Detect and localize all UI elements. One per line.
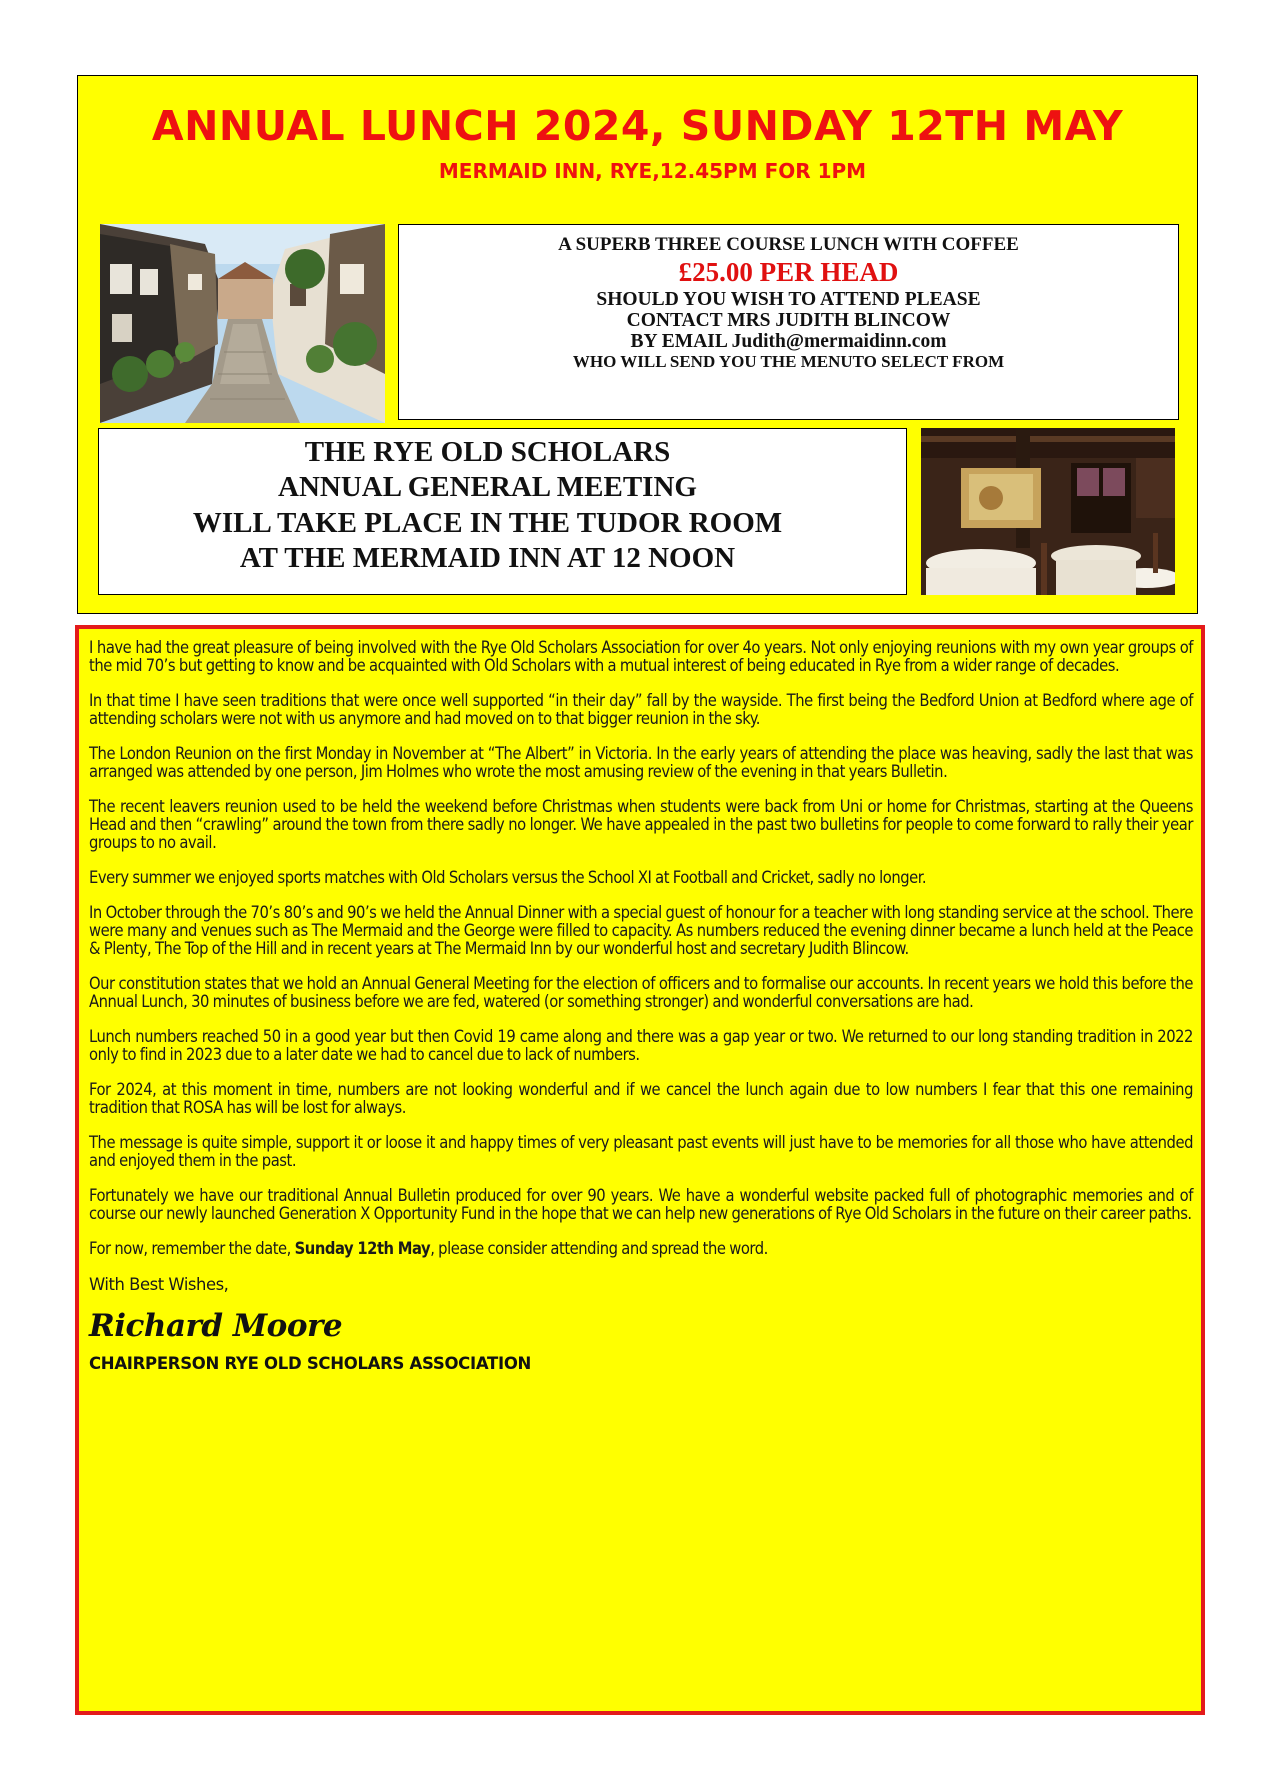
event-subtitle: MERMAID INN, RYE,12.45PM FOR 1PM: [438, 159, 867, 183]
agm-line-1: THE RYE OLD SCHOLARS: [304, 436, 671, 468]
signature: Richard Moore: [89, 1308, 343, 1344]
agm-line-4: AT THE MERMAID INN AT 12 NOON: [239, 542, 736, 575]
tudor-room-photo: [921, 428, 1175, 595]
signatory-title: CHAIRPERSON RYE OLD SCHOLARS ASSOCIATION: [89, 1354, 532, 1373]
event-header-panel: [77, 75, 1198, 614]
letter-paragraph: In that time I have seen traditions that were once well supported “in their day” fall by the wayside. The first being the Bedford Union at Bedford where age of attending scholars were not with us anymore and had moved on to that bigger reunion in the sky.: [89, 691, 1193, 728]
letter-paragraph: Every summer we enjoyed sports matches with Old Scholars versus the School XI at Football and Cricket, sadly no longer.: [89, 868, 927, 887]
letter-paragraph: Our constitution states that we hold an Annual General Meeting for the election of officers and to formalise our accounts. In recent years we hold this before the Annual Lunch, 30 minutes of business before we are fed, watered (or something stronger) and wonderful conversations are had.: [89, 974, 1193, 1011]
final-paragraph: [89, 1240, 1193, 1258]
lunch-details-box: [398, 224, 1179, 420]
letter-paragraph: The message is quite simple, support it or loose it and happy times of very pleasant past events will just have to be memories for all those who have attended and enjoyed them in the past.: [89, 1133, 1193, 1170]
agm-line-2: ANNUAL GENERAL MEETING: [278, 471, 697, 504]
letter-paragraph: In October through the 70’s 80’s and 90’s we held the Annual Dinner with a special guest of honour for a teacher with long standing service at the school. There were many and venues such as The Mermaid and the George were filled to capacity. As numbers reduced the evening dinner became a lunch held at the Peace & Plenty, The Top of the Hill and in recent years at The Mermaid Inn by our wonderful host and secretary Judith Blincow.: [89, 903, 1193, 958]
menu-note: WHO WILL SEND YOU THE MENUTO SELECT FROM: [572, 351, 1005, 371]
chairperson-letter: [75, 625, 1205, 1715]
lunch-description: A SUPERB THREE COURSE LUNCH WITH COFFEE: [558, 234, 1019, 255]
rye-street-photo: [100, 224, 385, 423]
lunch-price: £25.00 PER HEAD: [678, 256, 899, 287]
letter-paragraph: Fortunately we have our traditional Annual Bulletin produced for over 90 years. We have a wonderful website packed full of photographic memories and of course our newly launched Generation X Opportunity Fund in the hope that we can help new generations of Rye Old Scholars in the future on their career paths.: [89, 1186, 1193, 1223]
event-title: ANNUAL LUNCH 2024, SUNDAY 12TH MAY: [151, 102, 1124, 150]
attend-instruction: SHOULD YOU WISH TO ATTEND PLEASE: [596, 288, 981, 310]
agm-line-3: WILL TAKE PLACE IN THE TUDOR ROOM: [192, 506, 783, 539]
event-date-highlight: Sunday 12th May: [294, 1239, 431, 1258]
final-text-pre: For now, remember the date,: [89, 1239, 295, 1258]
letter-paragraph: I have had the great pleasure of being involved with the Rye Old Scholars Association for over 4o years. Not only enjoying reunions with my own year groups of the mid 70’s but getting to know and be acquainted with Old Scholars with a mutual interest of being educated in Rye from a wider range of decades.: [89, 638, 1193, 675]
final-text-post: , please consider attending and spread the word.: [430, 1239, 768, 1258]
letter-paragraph: Lunch numbers reached 50 in a good year but then Covid 19 came along and there was a gap year or two. We returned to our long standing tradition in 2022 only to find in 2023 due to a later date we had to cancel due to lack of numbers.: [89, 1027, 1193, 1064]
letter-paragraph: The recent leavers reunion used to be held the weekend before Christmas when students were back from Uni or home for Christmas, starting at the Queens Head and then “crawling” around the town from there sadly no longer. We have appealed in the past two bulletins for people to come forward to rally their year groups to no avail.: [89, 797, 1193, 852]
contact-name: CONTACT MRS JUDITH BLINCOW: [626, 310, 951, 332]
contact-email: BY EMAIL Judith@mermaidinn.com: [630, 331, 947, 353]
closing-salutation: With Best Wishes,: [89, 1275, 229, 1294]
letter-paragraph: The London Reunion on the first Monday in November at “The Albert” in Victoria. In the early years of attending the place was heaving, sadly the last that was arranged was attended by one person, Jim Holmes who wrote the most amusing review of the evening in that years Bulletin.: [89, 744, 1193, 781]
agm-notice-box: [98, 428, 907, 595]
letter-paragraph: For 2024, at this moment in time, numbers are not looking wonderful and if we cancel the lunch again due to low numbers I fear that this one remaining tradition that ROSA has will be lost for always.: [89, 1080, 1193, 1117]
